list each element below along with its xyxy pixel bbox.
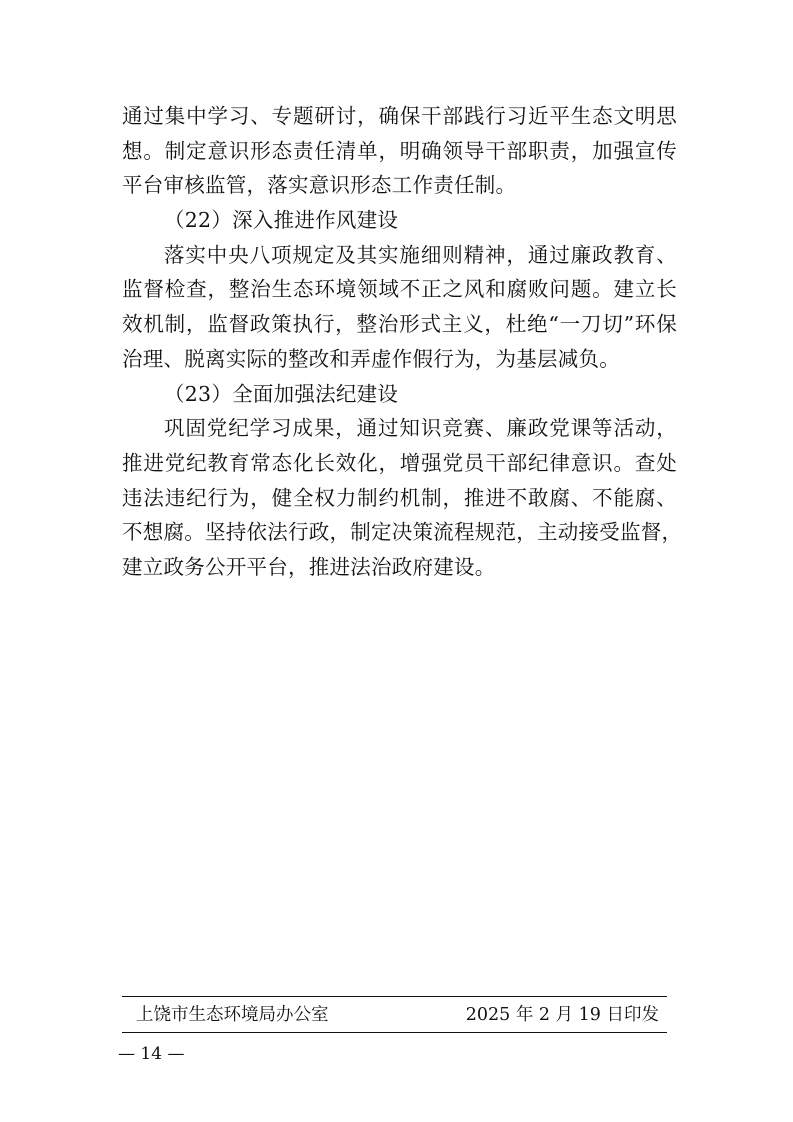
section-heading: （23）全面加强法纪建设 <box>164 381 399 406</box>
body-line: 通过集中学习、专题研讨，确保干部践行习近平生态文明思 <box>122 104 677 128</box>
footer-issuer: 上饶市生态环境局办公室 <box>136 1005 329 1025</box>
body-line: 想。制定意识形态责任清单，明确领导干部职责，加强宣传 <box>122 138 677 163</box>
footer-issue-date: 2025 年 2 月 19 日印发 <box>465 1005 659 1025</box>
body-line: 推进党纪教育常态化长效化，增强党员干部纪律意识。查处 <box>122 450 677 475</box>
footer-issuance <box>122 1000 667 1030</box>
body-line: 违法违纪行为，健全权力制约机制，推进不敢腐、不能腐、 <box>122 485 677 510</box>
body-line: 治理、脱离实际的整改和弄虚作假行为，为基层减负。 <box>122 346 620 371</box>
body-line: 建立政务公开平台，推进法治政府建设。 <box>122 554 496 579</box>
body-line: 监督检查，整治生态环境领域不正之风和腐败问题。建立长 <box>122 277 677 302</box>
body-line: 巩固党纪学习成果，通过知识竞赛、廉政党课等活动， <box>164 416 677 441</box>
section-heading: （22）深入推进作风建设 <box>164 208 399 233</box>
footer-top-rule <box>122 996 667 997</box>
page-number: — 14 — <box>118 1044 185 1064</box>
body-line: 效机制，监督政策执行，整治形式主义，杜绝“一刀切”环保 <box>122 312 677 337</box>
body-line: 平台审核监管，落实意识形态工作责任制。 <box>122 173 517 198</box>
body-line: 落实中央八项规定及其实施细则精神，通过廉政教育、 <box>164 242 677 267</box>
body-line: 不想腐。坚持依法行政，制定决策流程规范，主动接受监督， <box>122 520 683 545</box>
document-body <box>122 99 683 585</box>
footer-bottom-rule <box>122 1032 667 1033</box>
